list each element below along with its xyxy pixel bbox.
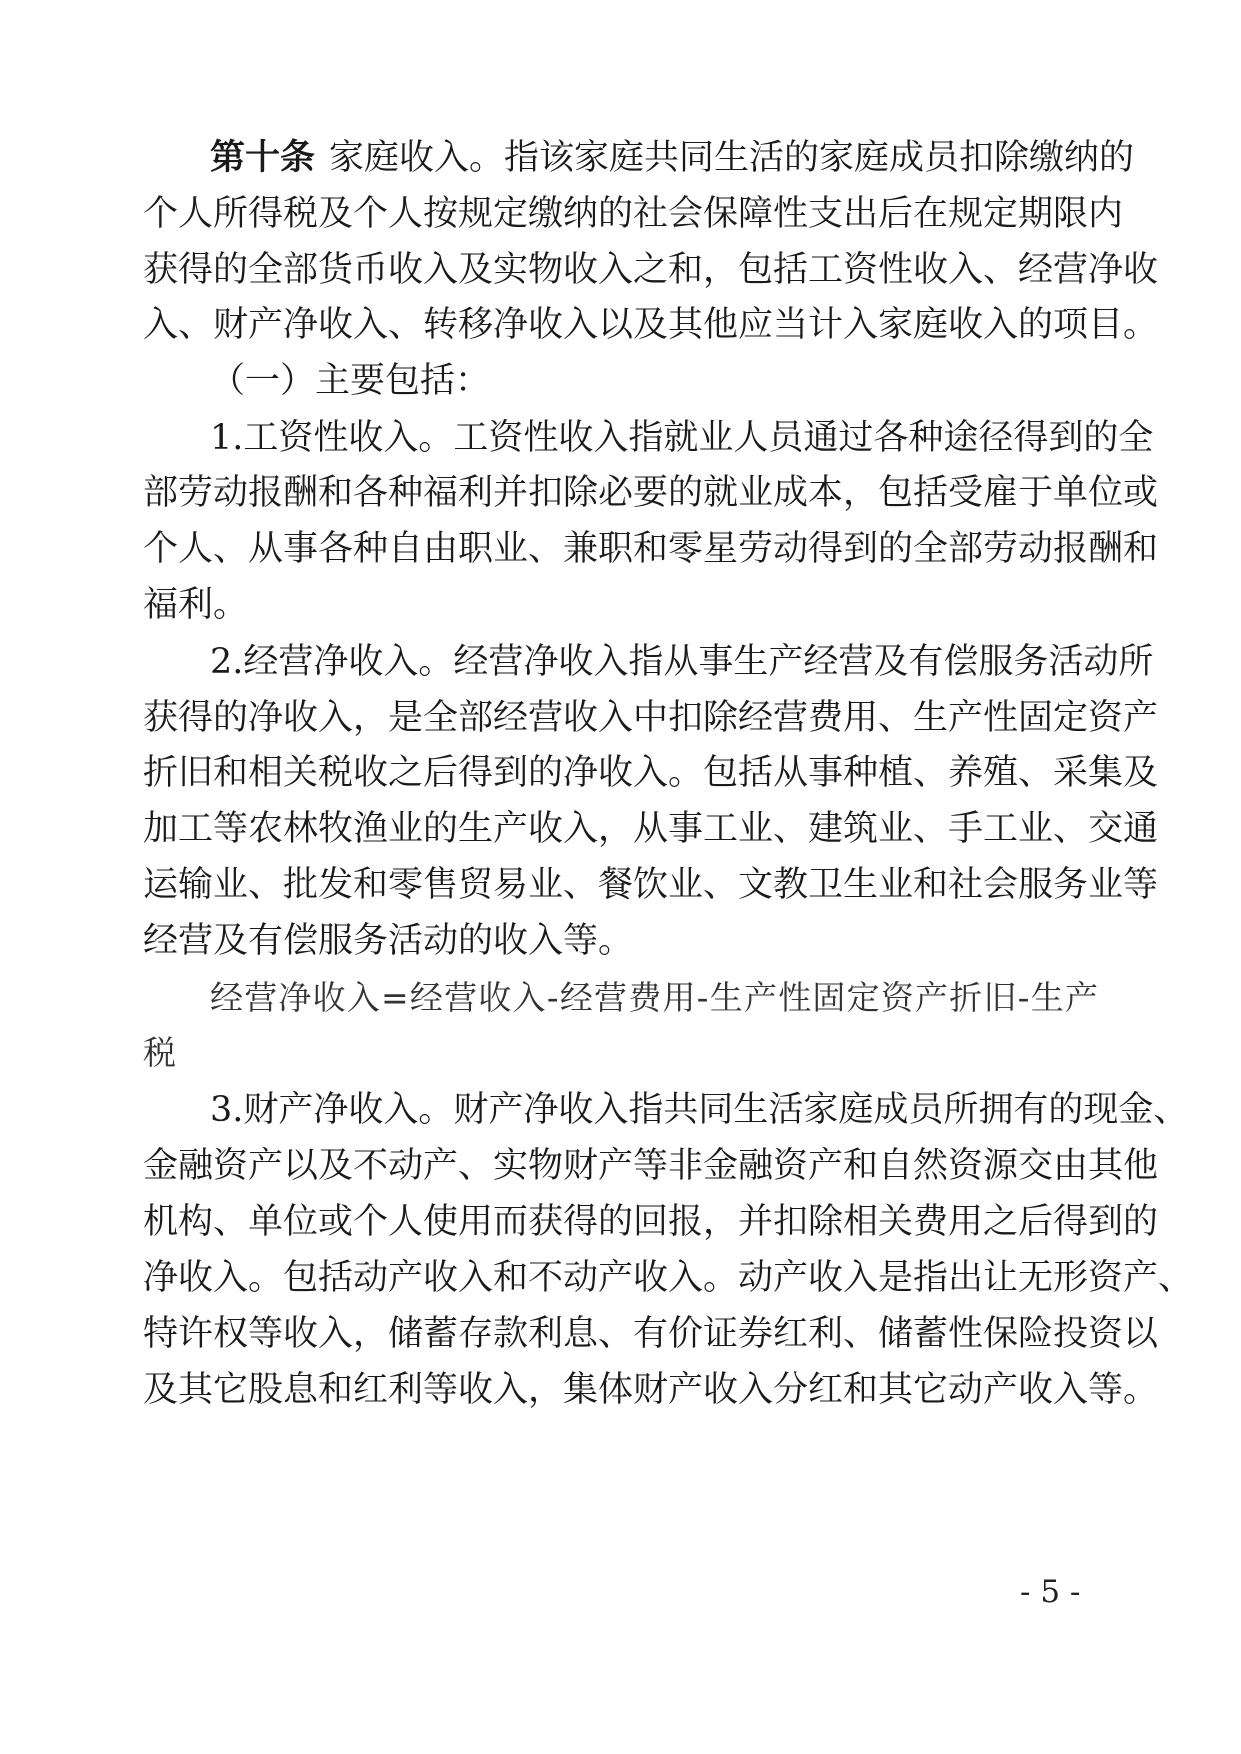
paragraph-line: 3.财产净收入。财产净收入指共同生活家庭成员所拥有的现金、 <box>210 1090 1189 1130</box>
article-first-line <box>210 137 1135 178</box>
paragraph-line: 个人、从事各种自由职业、兼职和零星劳动得到的全部劳动报酬和 <box>143 529 1159 569</box>
paragraph-line: 净收入。包括动产收入和不动产收入。动产收入是指出让无形资产、 <box>143 1258 1194 1298</box>
paragraph-line: 1.工资性收入。工资性收入指就业人员通过各种途径得到的全 <box>210 418 1154 458</box>
paragraph-line: 部劳动报酬和各种福利并扣除必要的就业成本，包括受雇于单位或 <box>143 473 1159 513</box>
article-heading: 第十条 <box>210 137 316 178</box>
paragraph-line: 获得的净收入，是全部经营收入中扣除经营费用、生产性固定资产 <box>143 698 1159 738</box>
paragraph-line: 加工等农林牧渔业的生产收入，从事工业、建筑业、手工业、交通 <box>143 809 1159 849</box>
paragraph-line: 特许权等收入，储蓄存款利息、有价证券红利、储蓄性保险投资以 <box>143 1314 1159 1354</box>
paragraph-line: 折旧和相关税收之后得到的净收入。包括从事种植、养殖、采集及 <box>143 753 1159 793</box>
paragraph-line: 获得的全部货币收入及实物收入之和，包括工资性收入、经营净收 <box>143 250 1159 290</box>
paragraph-line: 个人所得税及个人按规定缴纳的社会保障性支出后在规定期限内 <box>143 194 1124 234</box>
paragraph-line: 经营及有偿服务活动的收入等。 <box>143 921 634 961</box>
paragraph-line: 2.经营净收入。经营净收入指从事生产经营及有偿服务活动所 <box>210 642 1154 682</box>
paragraph-line: 入、财产净收入、转移净收入以及其他应当计入家庭收入的项目。 <box>143 305 1159 345</box>
paragraph-line: 福利。 <box>143 585 249 625</box>
page-number: - 5 - <box>1020 1574 1081 1610</box>
paragraph-line: 及其它股息和红利等收入，集体财产收入分红和其它动产收入等。 <box>143 1370 1159 1410</box>
formula-line: 税 <box>143 1033 176 1072</box>
paragraph-line: 运输业、批发和零售贸易业、餐饮业、文教卫生业和社会服务业等 <box>143 865 1159 905</box>
formula-line: 经营净收入=经营收入-经营费用-生产性固定资产折旧-生产 <box>210 978 1098 1017</box>
paragraph-line: 机构、单位或个人使用而获得的回报，并扣除相关费用之后得到的 <box>143 1202 1159 1242</box>
paragraph-line: 金融资产以及不动产、实物财产等非金融资产和自然资源交由其他 <box>143 1146 1159 1186</box>
article-line-1: 家庭收入。指该家庭共同生活的家庭成员扣除缴纳的 <box>329 138 1135 178</box>
subsection-heading: （一）主要包括： <box>210 361 491 401</box>
